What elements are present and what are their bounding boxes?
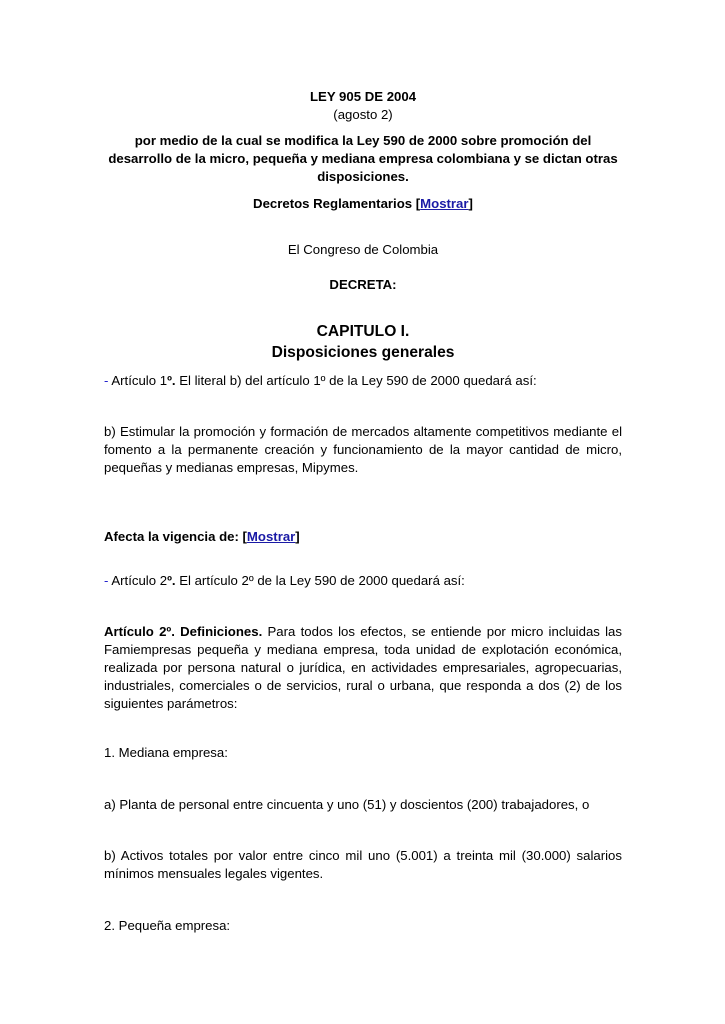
definiciones-heading: Artículo 2º. Definiciones. bbox=[104, 624, 263, 639]
articulo-2-label: Artículo 2 bbox=[108, 573, 168, 588]
chapter-name: Disposiciones generales bbox=[271, 344, 455, 361]
afecta-mostrar-link[interactable]: Mostrar bbox=[246, 529, 296, 544]
mediana-heading: 1. Mediana empresa: bbox=[104, 745, 228, 760]
decretos-reglamentarios: Decretos Reglamentarios [Mostrar] bbox=[253, 196, 473, 211]
afecta-label: Afecta la vigencia de: bbox=[104, 529, 239, 544]
articulo-1-label: Artículo 1 bbox=[108, 373, 168, 388]
chapter-number: CAPITULO I. bbox=[316, 323, 410, 340]
decreta-heading: DECRETA: bbox=[329, 277, 397, 292]
mediana-item-a: a) Planta de personal entre cincuenta y uno (51) y doscientos (200) trabajadores, o bbox=[104, 797, 590, 812]
articulo-2 bbox=[104, 572, 622, 590]
articulo-2-text: El artículo 2º de la Ley 590 de 2000 quedará así: bbox=[175, 573, 465, 588]
articulo-1 bbox=[104, 372, 622, 390]
law-subtitle: por medio de la cual se modifica la Ley 590 de 2000 sobre promoción del desarrollo de la micro, pequeña y mediana empresa colombiana y se dictan otras disposiciones. bbox=[108, 133, 618, 184]
articulo-2-dash[interactable]: - bbox=[104, 573, 109, 588]
mediana-item-b: b) Activos totales por valor entre cinco mil uno (5.001) a treinta mil (30.000) salarios mínimos mensuales legales vigentes. bbox=[104, 848, 622, 881]
articulo-1-dash[interactable]: - bbox=[104, 373, 109, 388]
articulo-2-degree: º. bbox=[167, 573, 176, 588]
articulo-1-text: El literal b) del artículo 1º de la Ley 590 de 2000 quedará así: bbox=[175, 373, 537, 388]
literal-b-paragraph: b) Estimular la promoción y formación de mercados altamente competitivos mediante el fomento a la permanente creación y funcionamiento de la mayor cantidad de micro, pequeñas y medianas empresas, Mipymes. bbox=[104, 424, 622, 475]
afecta-vigencia: Afecta la vigencia de: [Mostrar] bbox=[104, 529, 300, 544]
pequena-heading: 2. Pequeña empresa: bbox=[104, 918, 231, 933]
articulo-1-degree: º. bbox=[167, 373, 176, 388]
decretos-label: Decretos Reglamentarios bbox=[253, 196, 413, 211]
congress-text: El Congreso de Colombia bbox=[287, 242, 439, 257]
definiciones-paragraph bbox=[104, 623, 622, 713]
definiciones-text: Para todos los efectos, se entiende por micro incluidas las Famiempresas pequeña y mediana empresa, toda unidad de explotación económica, realizada por persona natural o jurídica, en actividades empresariales, agropecuarias, industriales, comerciales o de servicios, rural o urbana, que responda a dos (2) de los siguientes parámetros: bbox=[104, 624, 622, 711]
law-date: (agosto 2) bbox=[333, 107, 393, 122]
decretos-mostrar-link[interactable]: Mostrar bbox=[420, 196, 469, 211]
law-title: LEY 905 DE 2004 bbox=[309, 89, 417, 104]
